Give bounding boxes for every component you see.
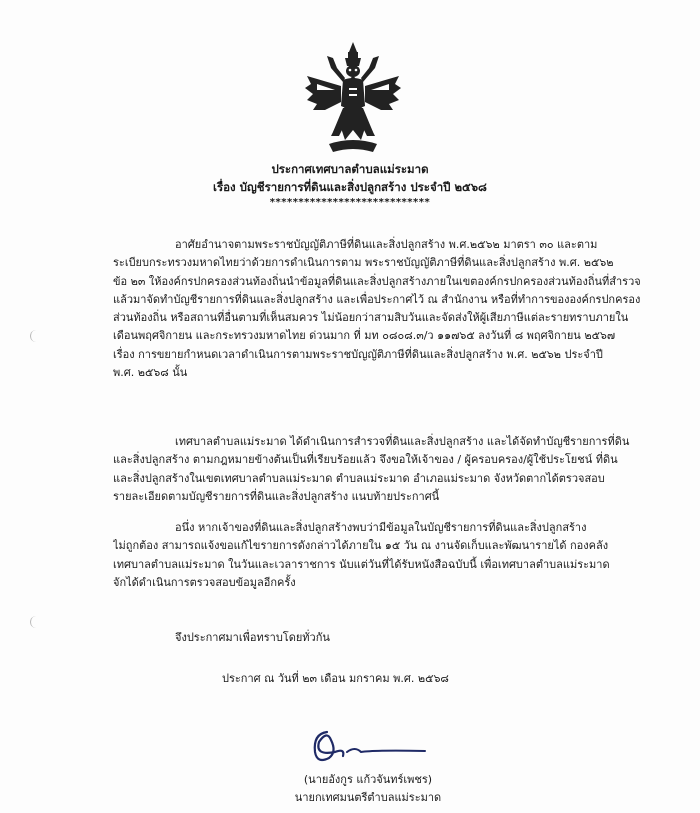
paragraph-line: ข้อ ๒๓ ให้องค์กรปกครองส่วนท้องถิ่นนำข้อมูลที่ดินและสิ่งปลูกสร้างภายในเขตองค์กรปกครองส่วนท้องถิ่นที่สำรวจ — [113, 274, 641, 288]
paragraph-line: รายละเอียดตามบัญชีรายการที่ดินและสิ่งปลูกสร้าง แนบท้ายประกาศนี้ — [113, 489, 440, 503]
paragraph-line: เทศบาลตำบลแม่ระมาด ในวันและเวลาราชการ นับแต่วันที่ได้รับหนังสือฉบับนี้ เพื่อเทศบาลตำบลแม่ระมาด — [113, 557, 610, 571]
paragraph-line: เทศบาลตำบลแม่ระมาด ได้ดำเนินการสำรวจที่ดินและสิ่งปลูกสร้าง และได้จัดทำบัญชีรายการที่ดิน — [175, 435, 630, 448]
signer-name: (นายอังกูร แก้วจันทร์เพชร) — [303, 773, 433, 786]
paragraph-line: จักได้ดำเนินการตรวจสอบข้อมูลอีกครั้ง — [113, 575, 296, 589]
page-margin-mark — [30, 616, 43, 628]
paragraph-line: พ.ศ. ๒๕๖๘ นั้น — [113, 366, 188, 380]
paragraph-correction — [113, 519, 648, 592]
paragraph-line: ระเบียบกระทรวงมหาดไทยว่าด้วยการดำเนินการตาม พระราชบัญญัติภาษีที่ดินและสิ่งปลูกสร้าง พ.ศ. ๒๕๖๒ — [113, 256, 614, 270]
page-margin-mark — [30, 330, 43, 342]
paragraph-authority — [113, 236, 648, 382]
announcement-date: ประกาศ ณ วันที่ ๒๓ เดือน มกราคม พ.ศ. ๒๕๖๘ — [222, 672, 449, 685]
signature-icon — [305, 722, 435, 770]
closing-statement: จึงประกาศมาเพื่อทราบโดยทั่วกัน — [175, 631, 330, 644]
paragraph-line: อาศัยอำนาจตามพระราชบัญญัติภาษีที่ดินและสิ่งปลูกสร้าง พ.ศ.๒๕๖๒ มาตรา ๓๐ และตาม — [175, 238, 598, 251]
paragraph-line: แล้วมาจัดทำบัญชีรายการที่ดินและสิ่งปลูกสร้าง และเพื่อประกาศไว้ ณ สำนักงาน หรือที่ทำการขององค์กรปกครอง — [113, 292, 641, 306]
notice-header — [0, 160, 700, 210]
signer-position: นายกเทศมนตรีตำบลแม่ระมาด — [294, 791, 442, 804]
paragraph-survey — [113, 433, 648, 506]
paragraph-line: ส่วนท้องถิ่น หรือสถานที่อื่นตามที่เห็นสมควร ไม่น้อยกว่าสามสิบวันและจัดส่งให้ผู้เสียภาษีแต่ละรายทราบภายใน — [113, 311, 629, 325]
notice-title: ประกาศเทศบาลตำบลแม่ระมาด — [271, 162, 429, 176]
paragraph-line: และสิ่งปลูกสร้างในเขตเทศบาลตำบลแม่ระมาด ตำบลแม่ระมาด อำเภอแม่ระมาด จังหวัดตากได้ตรวจสอบ — [113, 471, 605, 485]
paragraph-line: อนึ่ง หากเจ้าของที่ดินและสิ่งปลูกสร้างพบว่ามีข้อมูลในบัญชีรายการที่ดินและสิ่งปลูกสร้าง — [175, 521, 587, 534]
title-divider: **************************** — [269, 197, 431, 208]
paragraph-line: ไม่ถูกต้อง สามารถแจ้งขอแก้ไขรายการดังกล่าวได้ภายใน ๑๕ วัน ณ งานจัดเก็บและพัฒนารายได้ กองคลัง — [113, 539, 609, 553]
garuda-emblem-icon — [303, 40, 403, 158]
signer-block — [288, 771, 448, 807]
paragraph-line: เรื่อง การขยายกำหนดเวลาดำเนินการตามพระราชบัญญัติภาษีที่ดินและสิ่งปลูกสร้าง พ.ศ. ๒๕๖๒ ประจำปี — [113, 347, 603, 361]
paragraph-line: และสิ่งปลูกสร้าง ตามกฎหมายข้างต้นเป็นที่เรียบร้อยแล้ว จึงขอให้เจ้าของ / ผู้ครอบครอง/ผู้ใช้ประโยชน์ ที่ดิน — [113, 453, 618, 467]
paragraph-line: เดือนพฤศจิกายน และกระทรวงมหาดไทย ด่วนมาก ที่ มท ๐๘๐๘.๓/ว ๑๑๗๖๕ ลงวันที่ ๘ พฤศจิกายน ๒๕๖๗ — [113, 329, 616, 343]
notice-subject: เรื่อง บัญชีรายการที่ดินและสิ่งปลูกสร้าง ประจำปี ๒๕๖๘ — [213, 180, 487, 194]
